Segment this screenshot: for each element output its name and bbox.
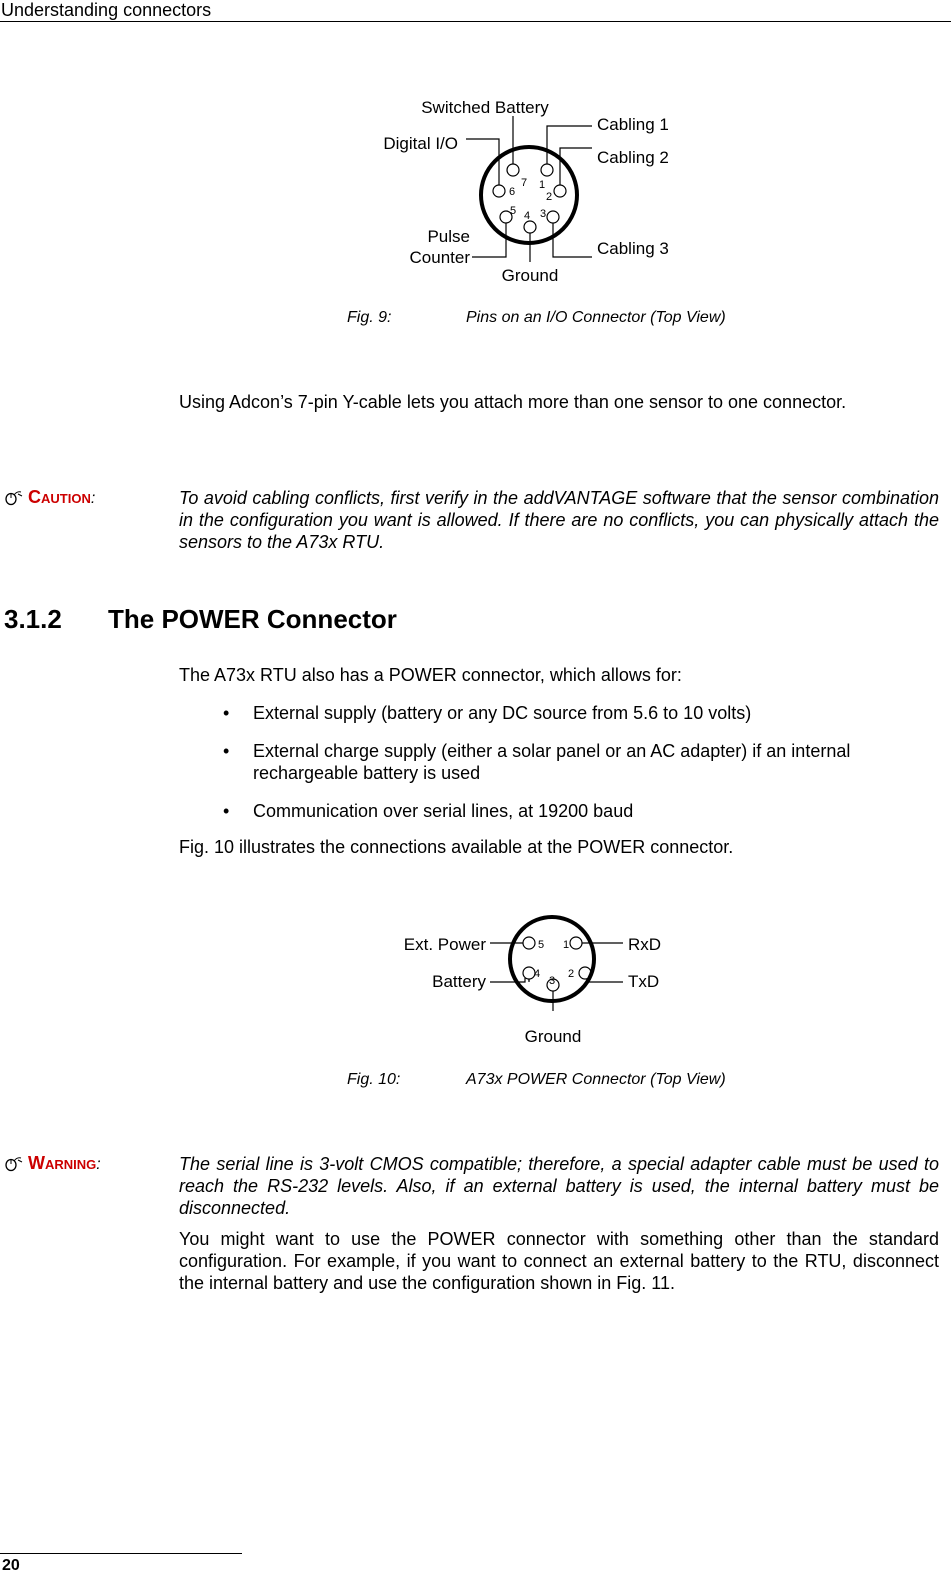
bullet-dot: • xyxy=(223,703,230,723)
label-counter: Counter xyxy=(409,248,470,267)
figure9-caption-text: Pins on an I/O Connector (Top View) xyxy=(466,309,726,326)
label-rxd: RxD xyxy=(628,935,662,954)
paragraph-power-config: You might want to use the POWER connector with something other than the standard configuration. For example, if you want to connect an external battery to the RTU, disconnect the internal battery and use the configuration shown in Fig. 11. xyxy=(179,1229,939,1293)
pin-number-7: 7 xyxy=(521,177,528,189)
connector-body xyxy=(481,147,577,243)
pin-1 xyxy=(570,937,582,949)
pin-2 xyxy=(554,185,566,197)
pin-number-1: 1 xyxy=(563,939,570,951)
line-pulse-counter xyxy=(472,223,506,257)
pin-4 xyxy=(524,221,536,233)
figure10-caption xyxy=(347,1070,797,1092)
pin-6 xyxy=(493,185,505,197)
label-battery: Battery xyxy=(432,972,486,991)
pin-number-1: 1 xyxy=(539,179,546,191)
pin-number-5: 5 xyxy=(510,205,517,217)
paragraph-intro: The A73x RTU also has a POWER connector, which allows for: xyxy=(179,665,682,685)
footer-rule xyxy=(0,1553,242,1554)
figure10-caption-number: Fig. 10: xyxy=(347,1071,401,1088)
line-cabling1 xyxy=(547,126,592,164)
pin-2 xyxy=(579,967,591,979)
line-txd xyxy=(589,978,623,982)
caution-label xyxy=(4,487,95,508)
pin-1 xyxy=(541,164,553,176)
pin-number-6: 6 xyxy=(509,186,516,198)
caution-text: To avoid cabling conflicts, first verify in the addVANTAGE software that the sensor combination in the configuration you want is allowed. If there are no conflicts, you can physically attach the sensors to the A73x RTU. xyxy=(179,488,939,552)
caution-colon: : xyxy=(90,490,96,507)
pin-number-5: 5 xyxy=(538,939,545,951)
label-pulse: Pulse xyxy=(427,227,470,246)
pin-number-2: 2 xyxy=(546,191,553,203)
label-ground: Ground xyxy=(524,1027,582,1046)
figure-power-connector xyxy=(403,905,680,1050)
running-header xyxy=(0,0,951,22)
figure10-caption-text: A73x POWER Connector (Top View) xyxy=(466,1071,726,1088)
label-ground: Ground xyxy=(501,266,559,285)
label-ext-power: Ext. Power xyxy=(403,935,486,954)
io-connector-diagram xyxy=(360,90,700,290)
warning-text: The serial line is 3-volt CMOS compatible; therefore, a special adapter cable must be used to reach the RS-232 levels. Also, if an external battery is used, the internal battery must be disconnected. xyxy=(179,1154,939,1218)
label-switched-battery: Switched Battery xyxy=(421,98,549,117)
label-cabling2: Cabling 2 xyxy=(597,148,669,167)
bullet-text: External supply (battery or any DC source from 5.6 to 10 volts) xyxy=(253,703,752,723)
pin-number-3: 3 xyxy=(540,208,547,220)
label-txd: TxD xyxy=(628,972,660,991)
line-battery xyxy=(490,978,525,982)
section-heading xyxy=(4,604,397,635)
label-cabling1: Cabling 1 xyxy=(597,115,669,134)
bullet-item xyxy=(223,800,939,822)
section-title: The POWER Connector xyxy=(108,604,397,634)
bullet-dot: • xyxy=(223,741,230,761)
bullet-item xyxy=(223,740,939,784)
section-number: 3.1.2 xyxy=(4,604,62,634)
pin-5 xyxy=(523,937,535,949)
bullet-text: Communication over serial lines, at 19200 baud xyxy=(253,801,634,821)
paragraph-y-cable: Using Adcon’s 7-pin Y-cable lets you attach more than one sensor to one connector. xyxy=(179,392,847,412)
warning-label-text: Warning xyxy=(28,1153,97,1173)
bullet-dot: • xyxy=(223,801,230,821)
figure9-caption xyxy=(347,308,797,330)
pin-number-4: 4 xyxy=(524,210,531,222)
figure9-caption-number: Fig. 9: xyxy=(347,309,392,326)
header-title: Understanding connectors xyxy=(1,0,212,20)
bullet-text: External charge supply (either a solar panel or an AC adapter) if an internal rechargeable battery is used xyxy=(253,741,851,783)
label-digital-io: Digital I/O xyxy=(383,134,458,153)
line-cabling3 xyxy=(553,223,592,257)
figure-io-connector xyxy=(360,90,700,290)
caution-label-text: Caution xyxy=(28,487,91,507)
connector-body xyxy=(510,917,594,1001)
pin-7 xyxy=(507,164,519,176)
bullet-item xyxy=(223,702,939,724)
mouse-icon xyxy=(4,1155,24,1171)
power-connector-diagram xyxy=(403,905,680,1050)
paragraph-fig10-reference: Fig. 10 illustrates the connections available at the POWER connector. xyxy=(179,837,734,857)
warning-colon: : xyxy=(96,1156,101,1173)
mouse-icon xyxy=(4,489,24,505)
label-cabling3: Cabling 3 xyxy=(597,239,669,258)
page-number: 20 xyxy=(2,1557,20,1574)
pin-3 xyxy=(547,211,559,223)
pin-number-3: 3 xyxy=(549,975,556,987)
warning-label xyxy=(4,1153,101,1174)
pin-number-4: 4 xyxy=(534,968,541,980)
pin-number-2: 2 xyxy=(568,968,575,980)
